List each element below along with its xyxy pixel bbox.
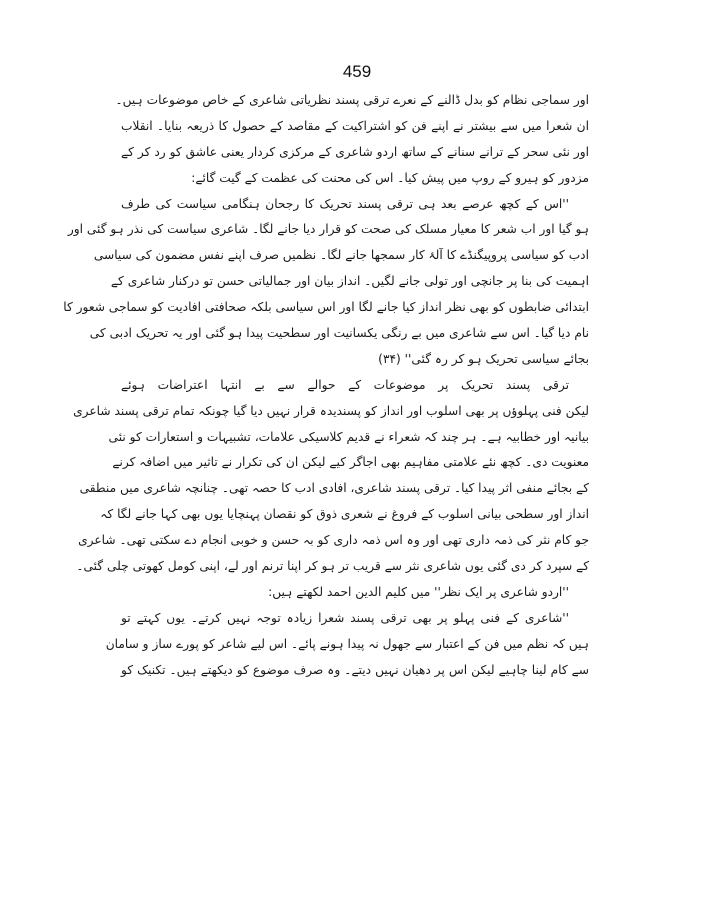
- text-line: بجائے سیاسی تحریک ہو کر رہ گئی'' (۳۴): [378, 351, 589, 366]
- text-line: ترقی پسند تحریک پر موضوعات کے حوالے سے بے انتہا اعتراضات ہوئے: [121, 377, 569, 392]
- text-line: ہیں کہ نظم میں فن کے اعتبار سے جھول نہ پیدا ہونے پائے۔ اس لیے شاعر کو پورے ساز و سامان: [105, 636, 589, 651]
- text-line: اور نئی سحر کے ترانے سنانے کے ساتھ اردو شاعری کے مرکزی کردار یعنی عاشق کو رد کر کے: [121, 144, 589, 159]
- text-line: ''شاعری کے فنی پہلو پر بھی ترقی پسند شعرا زیادہ توجہ نہیں کرتے۔ یوں کہتے تو: [121, 610, 569, 625]
- text-line: بیانیہ اور خطابیہ ہے۔ ہر چند کہ شعراء نے قدیم کلاسیکی علامات، تشبیہات و استعارات کو نئی: [108, 429, 589, 444]
- text-line: کے سپرد کر دی گئی یوں شاعری نثر سے قریب تر ہو کر اپنا ترنم اور لے، اپنی کومل کھوتی چلی گئی۔: [76, 559, 589, 574]
- text-line: انداز اور سطحی بیانی اسلوب کے فروغ نے شعری ذوق کو نقصان پہنچایا یوں بھی کہا جانے لگا کہ: [100, 507, 589, 522]
- body-text: [63, 88, 589, 683]
- page-number: 459: [342, 62, 372, 81]
- text-line: ''اس کے کچھ عرصے بعد ہی ترقی پسند تحریک کا رجحان ہنگامی سیاست کی طرف: [121, 196, 569, 211]
- text-line: ابتدائی ضابطوں کو بھی نظر انداز کیا جانے لگا اور اس سیاسی بلکہ صحافتی افادیت کو سماجی شعور کا: [63, 300, 589, 315]
- text-line: نام دیا گیا۔ اس سے شاعری میں بے رنگی یکسانیت اور سطحیت پیدا ہو گئی اور یہ تحریک ادبی کی: [89, 326, 589, 341]
- text-line: اور سماجی نظام کو بدل ڈالنے کے نعرے ترقی پسند نظریاتی شاعری کے خاص موضوعات ہیں۔: [115, 93, 589, 107]
- text-line: ہو گیا اور اب شعر کا معیار مسلک کی صحت کو قرار دیا جانے لگا۔ شاعری سیاست کی نذر ہو گئی اور: [67, 222, 589, 237]
- text-line: اہمیت کی بنا پر جانچی اور تولی جانے لگیں۔ انداز بیان اور جمالیاتی حسن تو درکنار شاعری کے: [110, 274, 589, 289]
- text-line: کے بجائے منفی اثر پیدا کیا۔ ترقی پسند شاعری، افادی ادب کا حصہ تھی۔ چنانچہ شاعری میں منطقی: [79, 481, 589, 496]
- text-line: سے کام لینا چاہیے لیکن اس پر دھیان نہیں دیتے۔ وہ صرف موضوع کو دیکھتے ہیں۔ تکنیک کو: [121, 662, 589, 677]
- text-line: لیکن فنی پہلوؤں پر بھی اسلوب اور انداز کو پسندیدہ قرار نہیں دیا گیا چونکہ تمام ترقی پسند شاعری: [73, 403, 589, 418]
- text-line: ادب کو سیاسی پروپیگنڈے کا آلۂ کار سمجھا جانے لگا۔ نظمیں صرف اپنے نفس مضمون کی سیاسی: [93, 248, 589, 263]
- text-line: معنویت دی۔ کچھ نئے علامتی مفاہیم بھی اجاگر کیے لیکن ان کی تکرار نے تاثیر میں اضافہ کرنے: [112, 455, 589, 470]
- text-line: ''اردو شاعری پر ایک نظر'' میں کلیم الدین احمد لکھتے ہیں:: [268, 584, 569, 599]
- text-line: مزدور کو ہیرو کے روپ میں پیش کیا۔ اس کی محنت کی عظمت کے گیت گائے:: [191, 170, 589, 185]
- text-line: ان شعرا میں سے بیشتر نے اپنے فن کو اشتراکیت کے مقاصد کے حصول کا ذریعہ بنایا۔ انقلاب: [121, 118, 589, 133]
- text-line: جو کام نثر کی ذمہ داری تھی اور وہ اس ذمہ داری کو بہ حسن و خوبی انجام دے سکتی تھی۔ شاعری: [78, 533, 589, 548]
